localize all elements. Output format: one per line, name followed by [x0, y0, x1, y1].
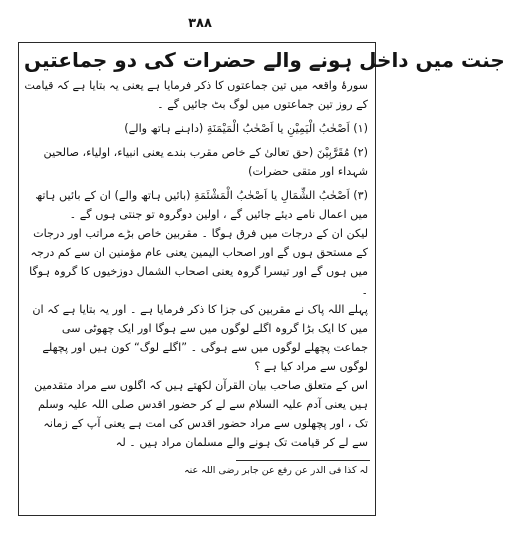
intro-paragraph: سورۂ واقعہ میں تین جماعتوں کا ذکر فرمایا ہے یعنی یہ بتایا ہے کہ قیامت کے روز تین جماعتوں میں لوگ بٹ جائیں گے ۔	[24, 79, 368, 111]
muqarrabin-paragraph: پہلے اللہ پاک نے مقربین کی جزا کا ذکر فرمایا ہے ۔ اور یہ بتایا ہے کہ ان میں کا ایک بڑا گروہ اگلے لوگوں میں سے ہوگا اور ایک چھوٹی سی جماعت پچھلے لوگوں میں سے ہوگی ۔ ”اگلے لوگ“ کون ہیں اور پچھلے لوگوں سے مراد کیا ہے ؟	[32, 303, 368, 373]
page-number: ۳۸۸	[188, 16, 212, 31]
ranks-paragraph: لیکن ان کے درجات میں فرق ہوگا ۔ مقربین خاص بڑے مراتب اور درجات کے مستحق ہوں گے اور اصحاب الیمین یعنی عام مؤمنین ان سے کم درجہ میں ہوں گے اور تیسرا گروہ یعنی اصحاب الشمال دوزخیوں کا گروہ ہوگا ۔	[29, 227, 368, 297]
group-two-item: (۲) مُقَرَّبِیْنَ (حق تعالیٰ کے خاص مقرب بندے یعنی انبیاء، اولیاء، صالحین شہداء اور متقی حضرات)	[43, 146, 368, 178]
group-three-item: (۳) اَصْحٰبُ الشِّمَالِ یا اَصْحٰبُ الْمَشْئَمَةِ (بائیں ہاتھ والے) ان کے بائیں ہاتھ میں اعمال نامے دیئے جائیں گے ، اولین دوگروہ تو جنتی ہوں گے ۔	[35, 189, 368, 221]
footnote-divider	[236, 460, 370, 461]
commentary-paragraph: اس کے متعلق صاحب بیان القرآن لکھتے ہیں کہ اگلوں سے مراد متقدمین ہیں یعنی آدم علیہ السلام سے لے کر حضور اقدس صلی اللہ علیہ وسلم تک ، اور پچھلوں سے مراد حضور اقدس کی امت ہے یعنی آپ کے زمانہ سے لے کر قیامت تک ہونے والے مسلمان مراد ہیں ۔ لہ	[34, 379, 368, 449]
footnote: لہ کذا فی الدر عن رفع عن جابر رضی اللہ عنہ	[184, 465, 368, 476]
chapter-heading: جنت میں داخل ہونے والے حضرات کی دو جماعتیں	[24, 48, 505, 72]
body-text	[24, 76, 368, 452]
group-one-item: (۱) اَصْحٰبُ الْیَمِیْنِ یا اَصْحٰبُ الْمَیْمَنَةِ (داہنے ہاتھ والے)	[124, 122, 368, 135]
